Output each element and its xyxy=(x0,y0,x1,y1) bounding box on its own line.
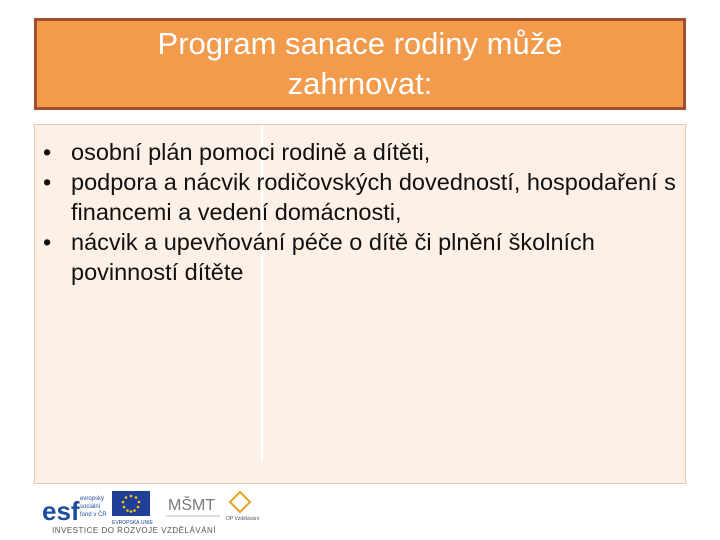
bullet-marker: • xyxy=(43,169,52,195)
esf-logo xyxy=(42,496,107,526)
esf-side-line: evropský xyxy=(80,496,105,502)
bullet-text: podpora a nácvik rodičovských dovedností, hospodaření s financemi a vedení domácnosti, xyxy=(71,169,676,225)
bullet-item xyxy=(43,167,679,227)
bullet-marker: • xyxy=(43,139,52,165)
eu-flag-logo xyxy=(112,491,154,526)
bullet-marker: • xyxy=(43,229,52,255)
bullet-text: nácvik a upevňování péče o dítě či plnění školních povinností dítěte xyxy=(71,229,595,285)
op-logo xyxy=(226,492,260,522)
logo-caption: INVESTICE DO ROZVOJE VZDĚLÁVÁNÍ xyxy=(52,526,216,535)
op-logo-text: OP Vzdělávání xyxy=(226,516,260,522)
esf-logo-text: esf xyxy=(42,496,80,526)
bullet-item xyxy=(43,227,679,287)
op-diamond-icon xyxy=(230,492,250,512)
esf-side-line: sociální xyxy=(80,504,101,510)
slide-title: Program sanace rodiny může zahrnovat: xyxy=(157,26,563,101)
eu-logo-text: EVROPSKÁ UNIE xyxy=(112,520,153,526)
msmt-logo xyxy=(166,495,220,516)
bullet-text: osobní plán pomoci rodině a dítěti, xyxy=(71,139,431,165)
bullet-list xyxy=(43,137,679,287)
content-box xyxy=(34,124,686,484)
bullet-item xyxy=(43,137,679,167)
msmt-logo-text: MŠMT xyxy=(168,497,216,514)
title-box xyxy=(34,18,686,110)
esf-side-line: fond v ČR xyxy=(80,512,107,518)
